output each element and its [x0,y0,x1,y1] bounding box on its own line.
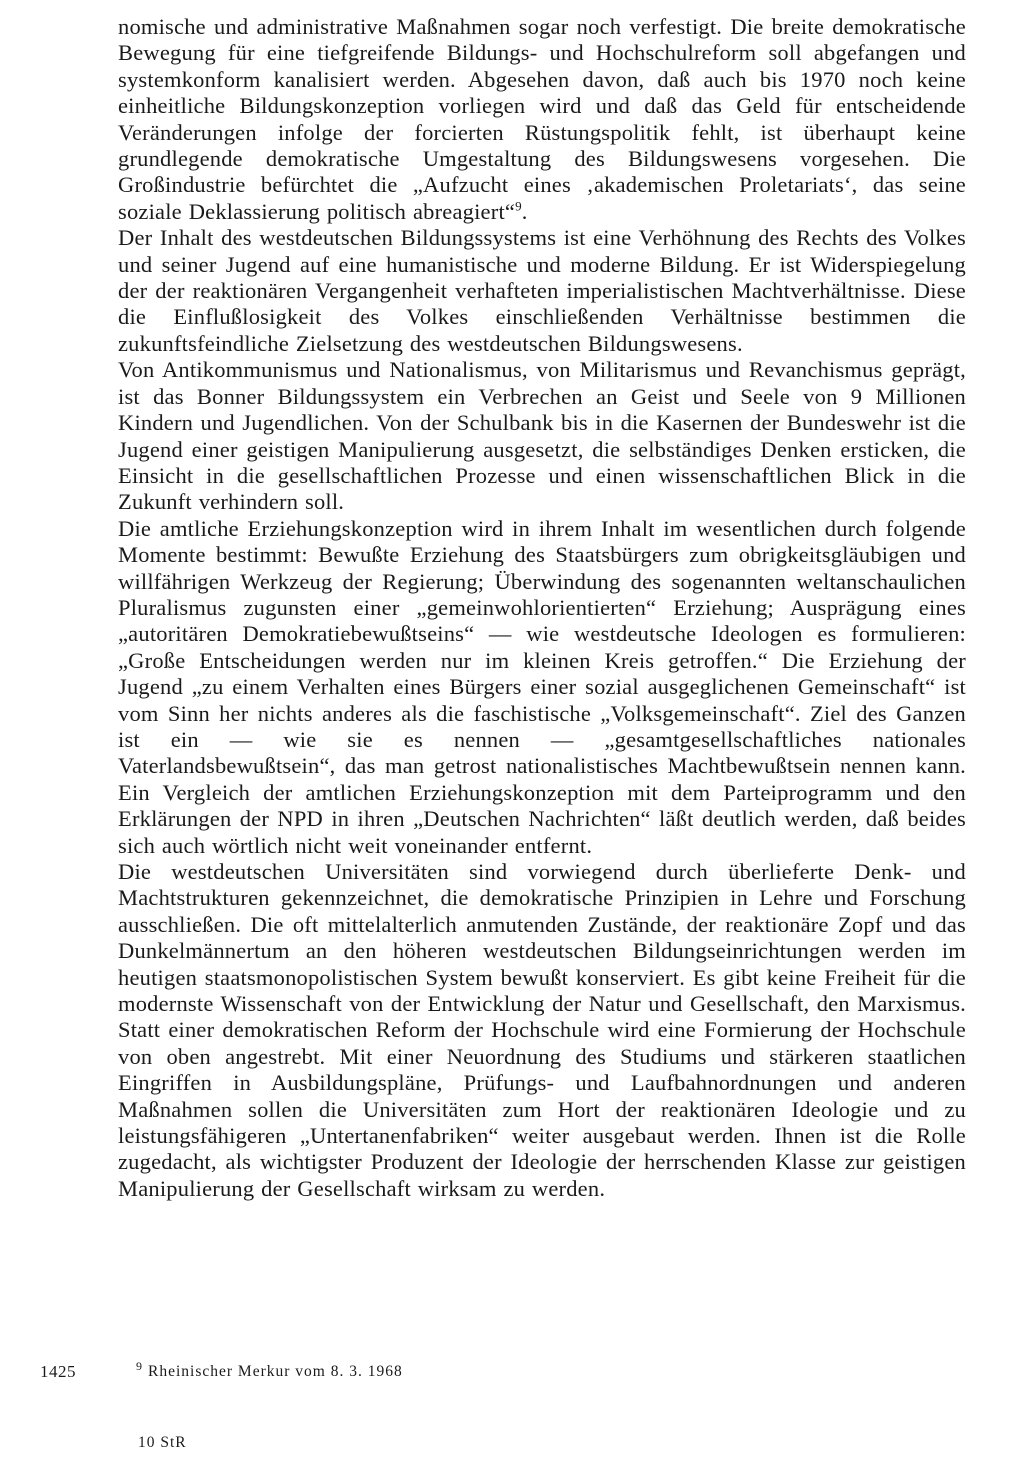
footnote-text: Rheinischer Merkur vom 8. 3. 1968 [148,1363,403,1380]
paragraph-1 [118,14,966,225]
paragraph-3: Von Antikommunismus und Nationalismus, von Militarismus und Revanchismus geprägt, ist das Bonner Bildungssystem ein Verbrechen an Geist und Seele von 9 Millionen Kindern und Jugendlichen. Von der Schulbank bis in die Kasernen der Bundeswehr ist die Jugend einer geistigen Manipulierung ausgesetzt, die selbständiges Denken ersticken, die Einsicht in die gesellschaftlichen Prozesse und einen wissenschaftlichen Blick in die Zukunft verhindern soll. [118,357,966,515]
paragraph-2: Der Inhalt des westdeutschen Bildungssystems ist eine Verhöhnung des Rechts des Volkes und seiner Jugend auf eine humanistische und moderne Bildung. Er ist Widerspiegelung der der reaktionären Vergangenheit verhafteten imperialistischen Machtverhältnisse. Diese die Einflußlosigkeit des Volkes einschließenden Verhältnisse bestimmen die zukunftsfeindliche Zielsetzung des westdeutschen Bildungswesens. [118,225,966,356]
page-number: 1425 [40,1362,76,1381]
footnote [136,1358,403,1381]
paragraph-4: Die amtliche Erziehungskonzeption wird in ihrem Inhalt im wesentlichen durch folgende Momente bestimmt: Bewußte Erziehung des Staatsbürgers zum obrigkeitsgläubigen und willfährigen Werkzeug der Regierung; Überwindung des sogenannten weltanschaulichen Pluralismus zugunsten einer „gemeinwohlorientierten“ Erziehung; Ausprägung eines „autoritären Demokratiebewußtseins“ — wie westdeutsche Ideologen es formulieren: „Große Entscheidungen werden nur im kleinen Kreis getroffen.“ Die Erziehung der Jugend „zu einem Verhalten eines Bürgers einer sozial ausgeglichenen Gemeinschaft“ ist vom Sinn her nichts anderes als die faschistische „Volksgemeinschaft“. Ziel des Ganzen ist ein — wie sie es nennen — „gesamtgesellschaftliches nationales Vaterlandsbewußtsein“, das man getrost nationalistisches Machtbewußtsein nennen kann. Ein Vergleich der amtlichen Erziehungskonzeption mit dem Parteiprogramm und den Erklärungen der NPD in ihren „Deutschen Nachrichten“ läßt deutlich werden, daß beides sich auch wörtlich nicht weit voneinander entfernt. [118,515,966,858]
page-footer [40,1358,940,1390]
footnote-number: 9 [136,1358,143,1373]
footnote-reference: 9 [515,198,522,214]
paragraph-1-end: . [521,198,528,224]
paragraph-1-text: nomische und administrative Maßnahmen sogar noch verfestigt. Die breite demokratische Bewegung für eine tiefgreifende Bildungs- und Hochschulreform soll abgefangen und systemkonform kanalisiert werden. Abgesehen davon, daß auch bis 1970 noch keine einheitliche Bildungskonzeption vorliegen wird und daß das Geld für entscheidende Veränderungen infolge der forcierten Rüstungspolitik fehlt, ist überhaupt keine grundlegende demokratische Umgestaltung des Bildungswesens vorgesehen. Die Großindustrie befürchtet die „Aufzucht eines ‚akademischen Proletariats‘, das seine soziale Deklassierung politisch abreagiert“ [118,14,966,224]
paragraph-5: Die westdeutschen Universitäten sind vorwiegend durch überlieferte Denk- und Machtstrukturen gekennzeichnet, die demokratische Prinzipien in Lehre und Forschung ausschließen. Die oft mittelalterlich anmutenden Zustände, der reaktionäre Zopf und das Dunkelmännertum an den höheren westdeutschen Bildungseinrichtungen werden im heutigen staatsmonopolistischen System bewußt konserviert. Es gibt keine Freiheit für die modernste Wissenschaft von der Entwicklung der Natur und Gesellschaft, den Marxismus. Statt einer demokratischen Reform der Hochschule wird eine Formierung der Hochschule von oben angestrebt. Mit einer Neuordnung des Studiums und stärkeren staatlichen Eingriffen in Ausbildungspläne, Prüfungs- und Laufbahnordnungen und anderen Maßnahmen sollen die Universitäten zum Hort der reaktionären Ideologie und zu leistungsfähigeren „Untertanenfabriken“ weiter ausgebaut werden. Ihnen ist die Rolle zugedacht, als wichtigster Produzent der Ideologie der herrschenden Klasse zur geistigen Manipulierung der Gesellschaft wirksam zu werden. [118,859,966,1201]
signature-mark: 10 StR [138,1434,187,1451]
body-text [118,14,966,1202]
